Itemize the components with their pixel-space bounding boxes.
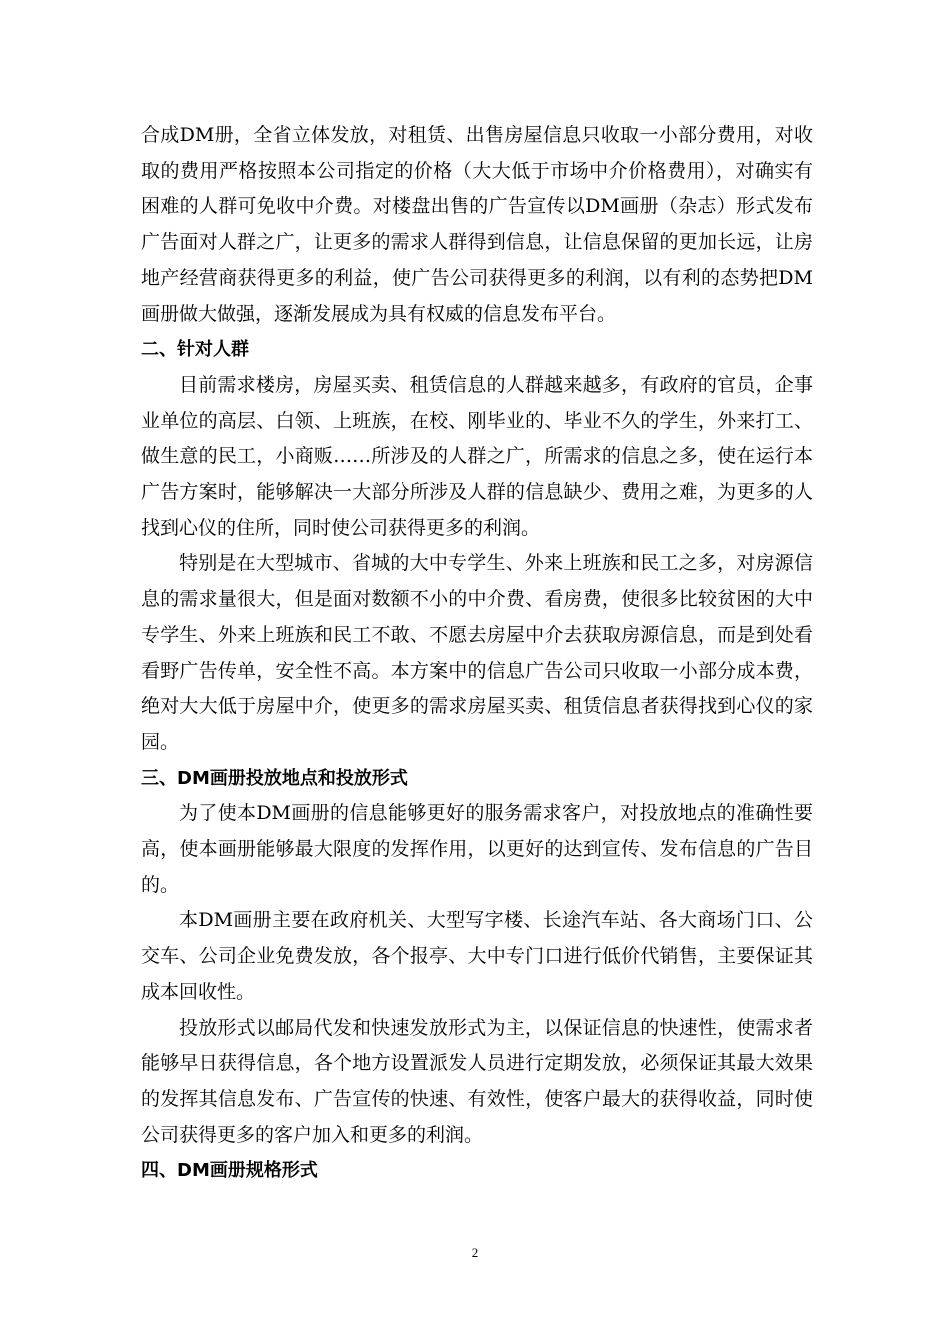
- paragraph-distribution-1: 为了使本DM画册的信息能够更好的服务需求客户，对投放地点的准确性要高，使本画册能够最大限度的发挥作用，以更好的达到宣传、发布信息的广告目的。: [141, 802, 813, 896]
- document-body: [141, 118, 813, 1189]
- paragraph-audience-1: 目前需求楼房，房屋买卖、租赁信息的人群越来越多，有政府的官员，企事业单位的高层、白领、上班族，在校、刚毕业的、毕业不久的学生，外来打工、做生意的民工，小商贩……所涉及的人群之广，所需求的信息之多，使在运行本广告方案时，能够解决一大部分所涉及人群的信息缺少、费用之难，为更多的人找到心仪的住所，同时使公司获得更多的利润。: [141, 373, 813, 539]
- section-heading-specifications: 四、DM画册规格形式: [141, 1160, 318, 1182]
- paragraph-distribution-2: 本DM画册主要在政府机关、大型写字楼、长途汽车站、各大商场门口、公交车、公司企业免费发放，各个报亭、大中专门口进行低价代销售，主要保证其成本回收性。: [141, 909, 813, 1003]
- paragraph-distribution-3: 投放形式以邮局代发和快速发放形式为主，以保证信息的快速性，使需求者能够早日获得信息，各个地方设置派发人员进行定期发放，必须保证其最大效果的发挥其信息发布、广告宣传的快速、有效性，使客户最大的获得收益，同时使公司获得更多的客户加入和更多的利润。: [141, 1016, 813, 1146]
- paragraph-intro: 合成DM册，全省立体发放，对租赁、出售房屋信息只收取一小部分费用，对收取的费用严格按照本公司指定的价格（大大低于市场中介价格费用），对确实有困难的人群可免收中介费。对楼盘出售的广告宣传以DM画册（杂志）形式发布广告面对人群之广，让更多的需求人群得到信息，让信息保留的更加长远，让房地产经营商获得更多的利益，使广告公司获得更多的利润，以有利的态势把DM画册做大做强，逐渐发展成为具有权威的信息发布平台。: [141, 124, 813, 325]
- paragraph-audience-2: 特别是在大型城市、省城的大中专学生、外来上班族和民工之多，对房源信息的需求量很大，但是面对数额不小的中介费、看房费，使很多比较贫困的大中专学生、外来上班族和民工不敢、不愿去房屋中介去获取房源信息，而是到处看看野广告传单，安全性不高。本方案中的信息广告公司只收取一小部分成本费，绝对大大低于房屋中介，使更多的需求房屋买卖、租赁信息者获得找到心仪的家园。: [141, 552, 813, 753]
- page-number: 2: [471, 1245, 479, 1260]
- section-heading-distribution: 三、DM画册投放地点和投放形式: [141, 767, 408, 789]
- section-heading-target-audience: 二、针对人群: [141, 339, 249, 361]
